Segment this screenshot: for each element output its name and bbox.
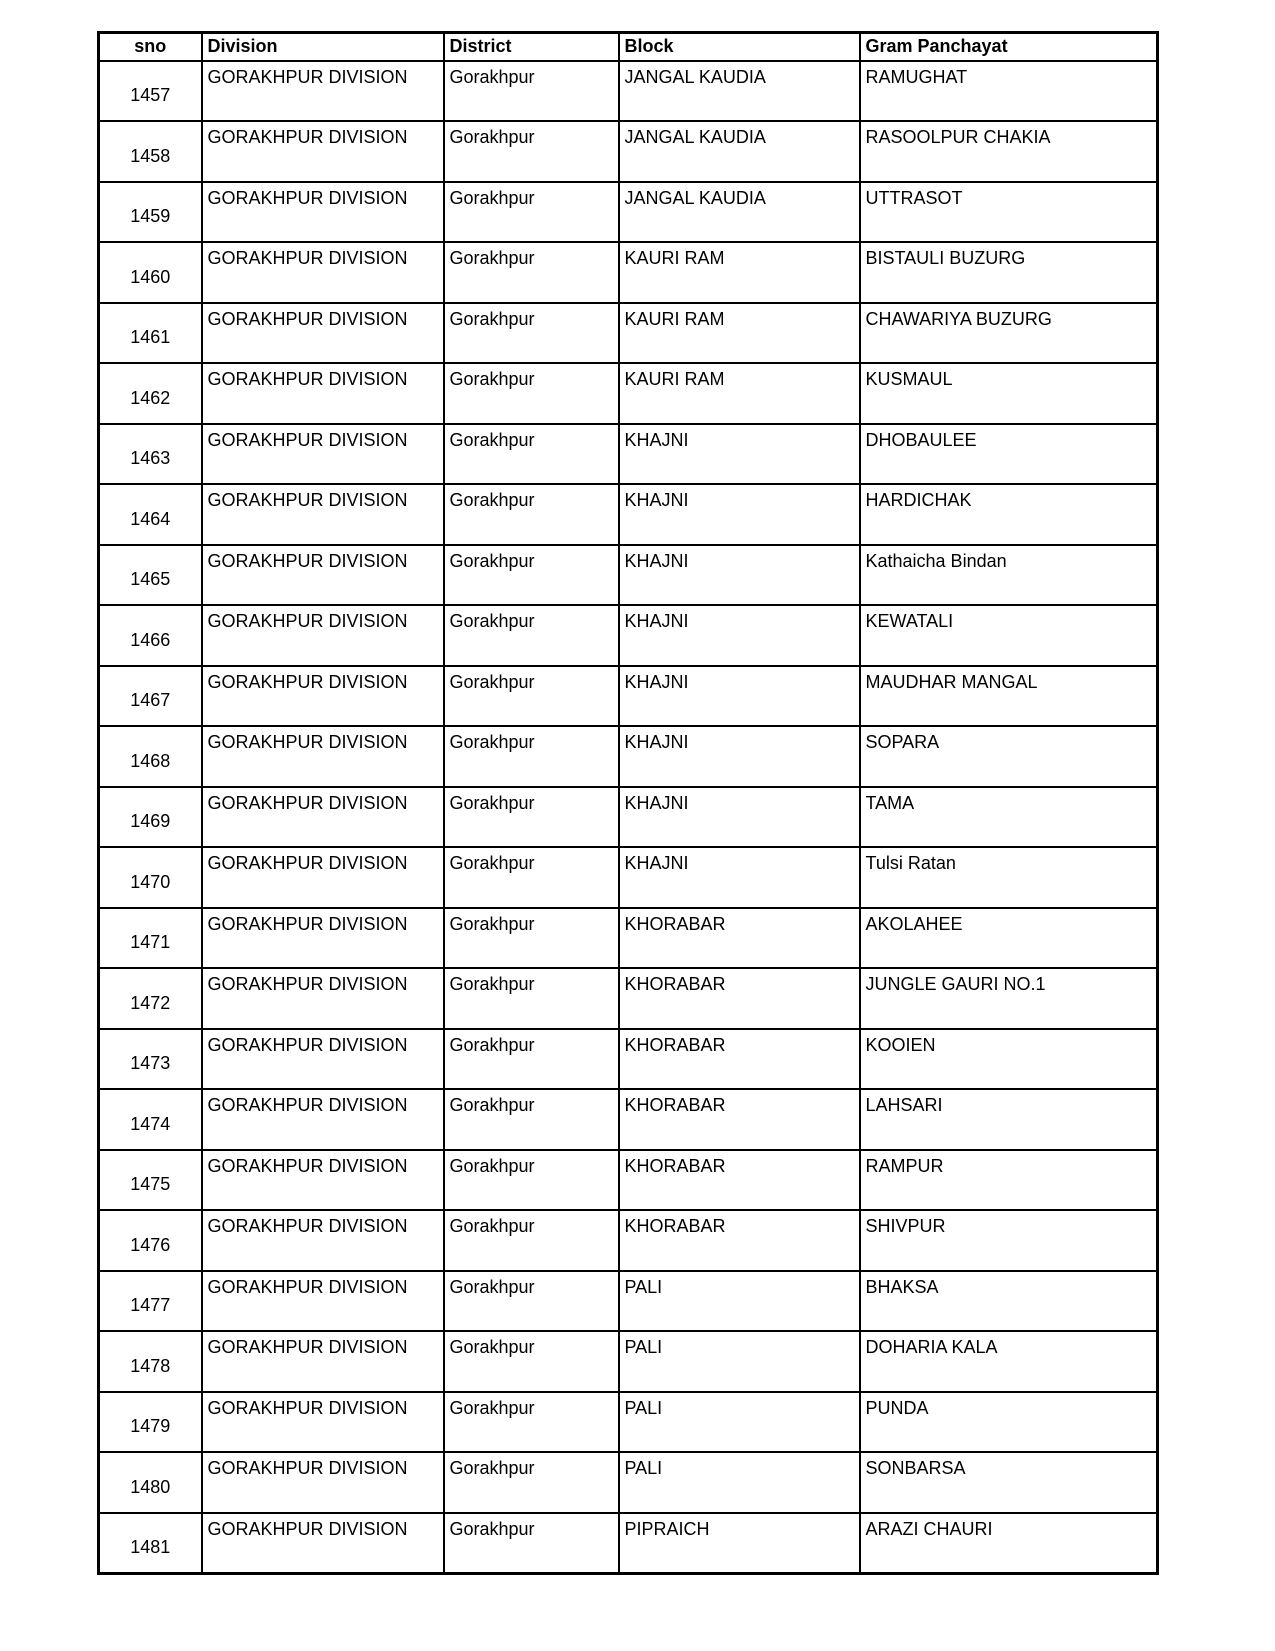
cell-division: GORAKHPUR DIVISION bbox=[202, 666, 444, 727]
table-row bbox=[99, 363, 1158, 424]
cell-gram-panchayat: RAMUGHAT bbox=[860, 61, 1158, 122]
cell-block: PALI bbox=[619, 1271, 860, 1332]
cell-district: Gorakhpur bbox=[444, 1271, 619, 1332]
cell-division: GORAKHPUR DIVISION bbox=[202, 968, 444, 1029]
cell-gram-panchayat: MAUDHAR MANGAL bbox=[860, 666, 1158, 727]
cell-block: KHORABAR bbox=[619, 908, 860, 969]
cell-gram-panchayat: KEWATALI bbox=[860, 605, 1158, 666]
cell-district: Gorakhpur bbox=[444, 1513, 619, 1574]
cell-district: Gorakhpur bbox=[444, 1150, 619, 1211]
cell-block: JANGAL KAUDIA bbox=[619, 182, 860, 243]
table-row bbox=[99, 182, 1158, 243]
cell-division: GORAKHPUR DIVISION bbox=[202, 424, 444, 485]
cell-gram-panchayat: LAHSARI bbox=[860, 1089, 1158, 1150]
cell-sno: 1462 bbox=[99, 363, 202, 424]
cell-division: GORAKHPUR DIVISION bbox=[202, 787, 444, 848]
cell-sno: 1474 bbox=[99, 1089, 202, 1150]
cell-gram-panchayat: PUNDA bbox=[860, 1392, 1158, 1453]
cell-sno: 1473 bbox=[99, 1029, 202, 1090]
cell-sno: 1470 bbox=[99, 847, 202, 908]
cell-gram-panchayat: KUSMAUL bbox=[860, 363, 1158, 424]
cell-district: Gorakhpur bbox=[444, 303, 619, 364]
table-header bbox=[99, 33, 1158, 61]
cell-division: GORAKHPUR DIVISION bbox=[202, 605, 444, 666]
cell-gram-panchayat: RASOOLPUR CHAKIA bbox=[860, 121, 1158, 182]
cell-district: Gorakhpur bbox=[444, 1452, 619, 1513]
cell-block: KHAJNI bbox=[619, 605, 860, 666]
cell-sno: 1480 bbox=[99, 1452, 202, 1513]
cell-block: KAURI RAM bbox=[619, 363, 860, 424]
cell-block: KHORABAR bbox=[619, 1089, 860, 1150]
cell-sno: 1467 bbox=[99, 666, 202, 727]
table-row bbox=[99, 968, 1158, 1029]
column-header-division: Division bbox=[202, 33, 444, 61]
cell-division: GORAKHPUR DIVISION bbox=[202, 303, 444, 364]
table-row bbox=[99, 1452, 1158, 1513]
cell-block: PIPRAICH bbox=[619, 1513, 860, 1574]
cell-district: Gorakhpur bbox=[444, 424, 619, 485]
cell-sno: 1466 bbox=[99, 605, 202, 666]
cell-district: Gorakhpur bbox=[444, 968, 619, 1029]
cell-sno: 1463 bbox=[99, 424, 202, 485]
cell-district: Gorakhpur bbox=[444, 847, 619, 908]
cell-block: KHAJNI bbox=[619, 787, 860, 848]
cell-gram-panchayat: Tulsi Ratan bbox=[860, 847, 1158, 908]
cell-sno: 1458 bbox=[99, 121, 202, 182]
cell-sno: 1479 bbox=[99, 1392, 202, 1453]
cell-district: Gorakhpur bbox=[444, 182, 619, 243]
table-row bbox=[99, 787, 1158, 848]
cell-gram-panchayat: HARDICHAK bbox=[860, 484, 1158, 545]
table-row bbox=[99, 1331, 1158, 1392]
cell-block: KHAJNI bbox=[619, 666, 860, 727]
cell-sno: 1460 bbox=[99, 242, 202, 303]
column-header-sno: sno bbox=[99, 33, 202, 61]
table-body bbox=[99, 61, 1158, 1574]
table-row bbox=[99, 1392, 1158, 1453]
cell-sno: 1461 bbox=[99, 303, 202, 364]
cell-gram-panchayat: CHAWARIYA BUZURG bbox=[860, 303, 1158, 364]
cell-gram-panchayat: BISTAULI BUZURG bbox=[860, 242, 1158, 303]
table-row bbox=[99, 1271, 1158, 1332]
cell-division: GORAKHPUR DIVISION bbox=[202, 121, 444, 182]
cell-block: PALI bbox=[619, 1392, 860, 1453]
cell-gram-panchayat: KOOIEN bbox=[860, 1029, 1158, 1090]
cell-sno: 1478 bbox=[99, 1331, 202, 1392]
column-header-block: Block bbox=[619, 33, 860, 61]
cell-district: Gorakhpur bbox=[444, 363, 619, 424]
table-row bbox=[99, 121, 1158, 182]
table-row bbox=[99, 303, 1158, 364]
cell-block: JANGAL KAUDIA bbox=[619, 61, 860, 122]
cell-division: GORAKHPUR DIVISION bbox=[202, 1150, 444, 1211]
cell-division: GORAKHPUR DIVISION bbox=[202, 484, 444, 545]
cell-division: GORAKHPUR DIVISION bbox=[202, 363, 444, 424]
cell-gram-panchayat: AKOLAHEE bbox=[860, 908, 1158, 969]
cell-gram-panchayat: SHIVPUR bbox=[860, 1210, 1158, 1271]
cell-sno: 1459 bbox=[99, 182, 202, 243]
cell-division: GORAKHPUR DIVISION bbox=[202, 1089, 444, 1150]
cell-sno: 1464 bbox=[99, 484, 202, 545]
table-row bbox=[99, 726, 1158, 787]
cell-block: PALI bbox=[619, 1331, 860, 1392]
cell-sno: 1477 bbox=[99, 1271, 202, 1332]
cell-division: GORAKHPUR DIVISION bbox=[202, 1029, 444, 1090]
cell-gram-panchayat: Kathaicha Bindan bbox=[860, 545, 1158, 606]
column-header-gram-panchayat: Gram Panchayat bbox=[860, 33, 1158, 61]
cell-sno: 1468 bbox=[99, 726, 202, 787]
cell-division: GORAKHPUR DIVISION bbox=[202, 182, 444, 243]
cell-district: Gorakhpur bbox=[444, 1029, 619, 1090]
cell-division: GORAKHPUR DIVISION bbox=[202, 726, 444, 787]
gram-panchayat-table bbox=[97, 31, 1159, 1575]
cell-gram-panchayat: SONBARSA bbox=[860, 1452, 1158, 1513]
table-row bbox=[99, 545, 1158, 606]
cell-block: KHAJNI bbox=[619, 726, 860, 787]
cell-block: KHORABAR bbox=[619, 1029, 860, 1090]
cell-district: Gorakhpur bbox=[444, 1331, 619, 1392]
cell-gram-panchayat: DOHARIA KALA bbox=[860, 1331, 1158, 1392]
cell-sno: 1465 bbox=[99, 545, 202, 606]
table-row bbox=[99, 242, 1158, 303]
table-row bbox=[99, 847, 1158, 908]
cell-sno: 1476 bbox=[99, 1210, 202, 1271]
cell-division: GORAKHPUR DIVISION bbox=[202, 1392, 444, 1453]
cell-district: Gorakhpur bbox=[444, 605, 619, 666]
cell-district: Gorakhpur bbox=[444, 1392, 619, 1453]
cell-sno: 1481 bbox=[99, 1513, 202, 1574]
cell-district: Gorakhpur bbox=[444, 121, 619, 182]
cell-division: GORAKHPUR DIVISION bbox=[202, 847, 444, 908]
cell-district: Gorakhpur bbox=[444, 787, 619, 848]
cell-district: Gorakhpur bbox=[444, 1089, 619, 1150]
cell-gram-panchayat: TAMA bbox=[860, 787, 1158, 848]
cell-district: Gorakhpur bbox=[444, 545, 619, 606]
cell-division: GORAKHPUR DIVISION bbox=[202, 61, 444, 122]
cell-block: KHORABAR bbox=[619, 1210, 860, 1271]
cell-district: Gorakhpur bbox=[444, 666, 619, 727]
cell-gram-panchayat: JUNGLE GAURI NO.1 bbox=[860, 968, 1158, 1029]
cell-division: GORAKHPUR DIVISION bbox=[202, 1513, 444, 1574]
table-row bbox=[99, 1513, 1158, 1574]
cell-block: KHORABAR bbox=[619, 968, 860, 1029]
cell-sno: 1457 bbox=[99, 61, 202, 122]
cell-block: KHAJNI bbox=[619, 424, 860, 485]
cell-block: PALI bbox=[619, 1452, 860, 1513]
table-row bbox=[99, 424, 1158, 485]
cell-block: KAURI RAM bbox=[619, 303, 860, 364]
header-row bbox=[99, 33, 1158, 61]
table-row bbox=[99, 1150, 1158, 1211]
cell-division: GORAKHPUR DIVISION bbox=[202, 1452, 444, 1513]
table-row bbox=[99, 1029, 1158, 1090]
cell-sno: 1469 bbox=[99, 787, 202, 848]
table-row bbox=[99, 666, 1158, 727]
column-header-district: District bbox=[444, 33, 619, 61]
cell-block: KHORABAR bbox=[619, 1150, 860, 1211]
cell-block: KAURI RAM bbox=[619, 242, 860, 303]
table-row bbox=[99, 908, 1158, 969]
cell-division: GORAKHPUR DIVISION bbox=[202, 1210, 444, 1271]
cell-sno: 1471 bbox=[99, 908, 202, 969]
cell-district: Gorakhpur bbox=[444, 1210, 619, 1271]
cell-division: GORAKHPUR DIVISION bbox=[202, 908, 444, 969]
cell-block: KHAJNI bbox=[619, 484, 860, 545]
cell-block: KHAJNI bbox=[619, 847, 860, 908]
cell-gram-panchayat: SOPARA bbox=[860, 726, 1158, 787]
cell-division: GORAKHPUR DIVISION bbox=[202, 545, 444, 606]
cell-division: GORAKHPUR DIVISION bbox=[202, 1271, 444, 1332]
table-row bbox=[99, 484, 1158, 545]
table-row bbox=[99, 1210, 1158, 1271]
table-row bbox=[99, 1089, 1158, 1150]
cell-district: Gorakhpur bbox=[444, 242, 619, 303]
cell-district: Gorakhpur bbox=[444, 61, 619, 122]
cell-gram-panchayat: UTTRASOT bbox=[860, 182, 1158, 243]
cell-district: Gorakhpur bbox=[444, 908, 619, 969]
cell-sno: 1475 bbox=[99, 1150, 202, 1211]
cell-sno: 1472 bbox=[99, 968, 202, 1029]
cell-block: JANGAL KAUDIA bbox=[619, 121, 860, 182]
cell-gram-panchayat: DHOBAULEE bbox=[860, 424, 1158, 485]
cell-division: GORAKHPUR DIVISION bbox=[202, 1331, 444, 1392]
cell-gram-panchayat: RAMPUR bbox=[860, 1150, 1158, 1211]
cell-district: Gorakhpur bbox=[444, 484, 619, 545]
cell-gram-panchayat: ARAZI CHAURI bbox=[860, 1513, 1158, 1574]
cell-block: KHAJNI bbox=[619, 545, 860, 606]
table-row bbox=[99, 61, 1158, 122]
table-row bbox=[99, 605, 1158, 666]
cell-district: Gorakhpur bbox=[444, 726, 619, 787]
cell-gram-panchayat: BHAKSA bbox=[860, 1271, 1158, 1332]
cell-division: GORAKHPUR DIVISION bbox=[202, 242, 444, 303]
